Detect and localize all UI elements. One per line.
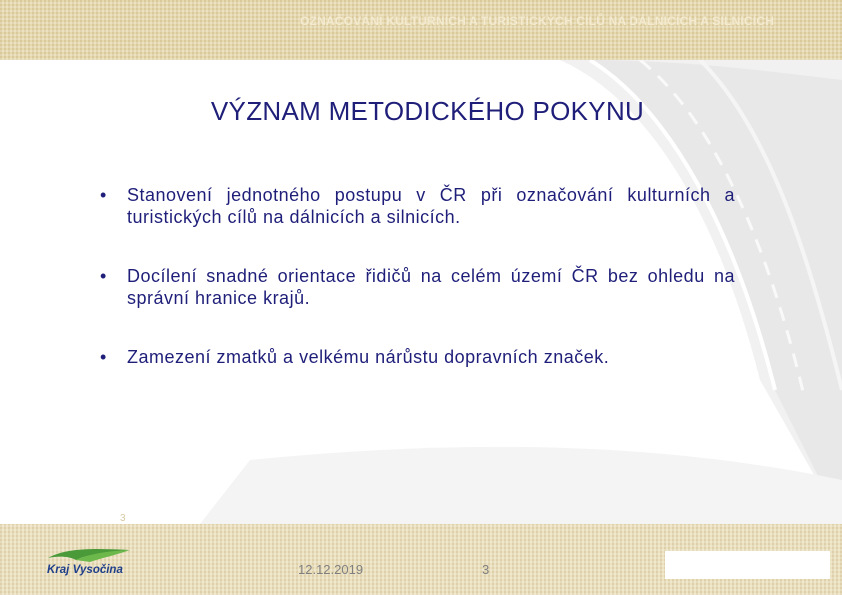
list-item xyxy=(100,346,735,368)
header-title: OZNAČOVÁNÍ KULTURNÍCH A TURISTICKÝCH CÍLŮ NA DÁLNICÍCH A SILNICÍCH xyxy=(300,14,775,28)
slide-title: VÝZNAM METODICKÉHO POKYNU xyxy=(210,96,645,126)
bullet-text: Zamezení zmatků a velkému nárůstu dopravních značek. xyxy=(127,347,610,367)
bullet-list xyxy=(100,184,735,368)
list-item xyxy=(100,265,735,309)
bullet-text: Stanovení jednotného postupu v ČR při označování kulturních a turistických cílů na dálnicích a silnicích. xyxy=(127,185,735,227)
ghost-page-number: 3 xyxy=(120,513,126,524)
kraj-vysocina-logo xyxy=(46,546,132,576)
bullet-text: Docílení snadné orientace řidičů na celém území ČR bez ohledu na správní hranice krajů. xyxy=(127,266,735,308)
bullet-marker: • xyxy=(100,347,107,367)
list-item xyxy=(100,184,735,228)
bullet-marker: • xyxy=(100,266,107,286)
footer-placeholder-box xyxy=(665,551,830,579)
svg-text:Kraj Vysočina: Kraj Vysočina xyxy=(47,564,123,576)
bullet-marker: • xyxy=(100,185,107,205)
footer-date: 12.12.2019 xyxy=(298,562,364,577)
footer-page-number: 3 xyxy=(482,562,490,577)
header-band xyxy=(0,0,842,60)
